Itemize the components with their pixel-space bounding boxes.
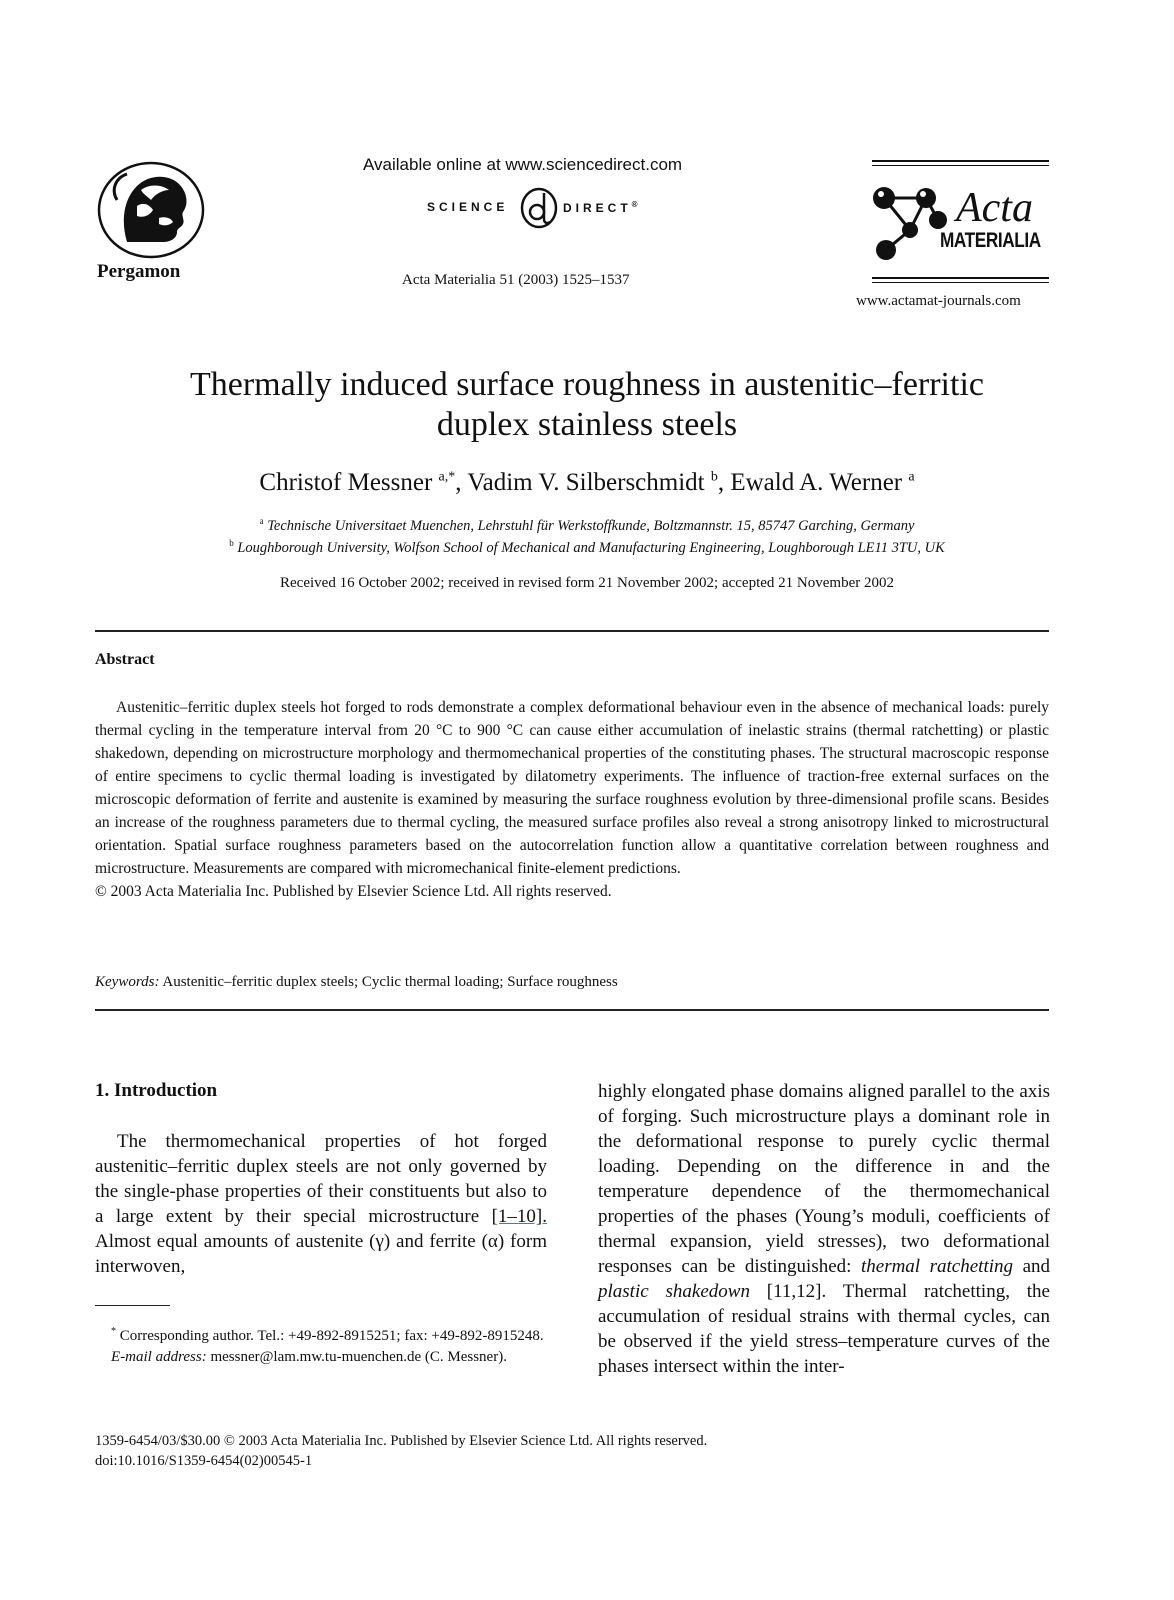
author-name[interactable]: Ewald A. Werner bbox=[730, 469, 903, 496]
footnote-contact bbox=[95, 1321, 547, 1347]
body-right-column bbox=[598, 1079, 1050, 1379]
sciencedirect-right-word: DIRECT® bbox=[563, 200, 638, 215]
email-label: E-mail address: bbox=[111, 1349, 207, 1365]
intro-paragraph-continued bbox=[598, 1079, 1050, 1379]
corresponding-author-footnote bbox=[95, 1321, 547, 1368]
sciencedirect-left-word: SCIENCE bbox=[427, 200, 509, 214]
footnote-email bbox=[95, 1347, 547, 1368]
issn-copyright-line: 1359-6454/03/$30.00 © 2003 Acta Materialia Inc. Published by Elsevier Science Ltd. All rights reserved. bbox=[95, 1433, 708, 1449]
affiliation-a bbox=[60, 516, 1114, 535]
publisher-logo bbox=[97, 160, 205, 265]
author-affiliation-mark[interactable]: b bbox=[710, 469, 718, 485]
affiliation-b bbox=[60, 538, 1114, 557]
doi-line[interactable]: doi:10.1016/S1359-6454(02)00545-1 bbox=[95, 1453, 313, 1469]
sciencedirect-logo[interactable] bbox=[427, 185, 727, 231]
author-name[interactable]: Vadim V. Silberschmidt bbox=[467, 469, 705, 496]
reference-link[interactable]: [1–10]. bbox=[491, 1206, 547, 1227]
keywords-line bbox=[95, 974, 618, 991]
abstract-bottom-rule bbox=[95, 1009, 1049, 1011]
keywords-list: Austenitic–ferritic duplex steels; Cyclic thermal loading; Surface roughness bbox=[162, 974, 618, 990]
right-text-continued: [11,12]. Thermal ratchetting, the accumulation of residual strains with thermal cycles, can be observed if the yield stress–temperature curves of the phases intersect within the inter- bbox=[598, 1281, 1050, 1377]
term-plastic-shakedown: plastic shakedown bbox=[598, 1281, 750, 1302]
journal-logo-bottom-rule bbox=[872, 277, 1049, 279]
affiliation-mark: b bbox=[229, 538, 234, 548]
author-affiliation-mark: a bbox=[908, 469, 915, 485]
abstract-body bbox=[95, 696, 1049, 903]
abstract-copyright: © 2003 Acta Materialia Inc. Published by Elsevier Science Ltd. All rights reserved. bbox=[95, 883, 612, 900]
page-footer bbox=[95, 1431, 707, 1471]
author-separator: , bbox=[455, 469, 468, 496]
footnote-contact-text: Corresponding author. Tel.: +49-892-8915251; fax: +49-892-8915248. bbox=[119, 1328, 544, 1344]
right-text: highly elongated phase domains aligned parallel to the axis of forging. Such microstructure plays a dominant role in the deformational response to purely cyclic thermal loading. Depending on the difference in and the temperature dependence of the thermomechanical properties of the phases (Young’s moduli, coefficients of thermal expansion, yield stresses), two deformational responses can be distinguished: bbox=[598, 1081, 1050, 1277]
journal-url-link[interactable]: www.actamat-journals.com bbox=[856, 293, 1021, 309]
available-online-banner[interactable]: Available online at www.sciencedirect.com bbox=[363, 155, 683, 174]
abstract-heading: Abstract bbox=[95, 651, 155, 668]
title-line-1: Thermally induced surface roughness in austenitic–ferritic bbox=[190, 366, 984, 403]
author-name[interactable]: Christof Messner bbox=[259, 469, 433, 496]
abstract-top-rule bbox=[95, 630, 1049, 632]
intro-text-continued: Almost equal amounts of austenite (γ) and ferrite (α) form interwoven, bbox=[95, 1231, 547, 1277]
author-separator: , bbox=[717, 469, 731, 496]
journal-logo-acta: Acta bbox=[956, 185, 1033, 231]
footnote-mark: * bbox=[111, 1326, 116, 1337]
abstract-paragraph: Austenitic–ferritic duplex steels hot forged to rods demonstrate a complex deformational behaviour even in the absence of mechanical loads: purely thermal cycling in the temperature interval from 20 °C to 900 °C can cause either accumulation of inelastic strains (thermal ratchetting) or plastic shakedown, depending on microstructure morphology and thermomechanical properties of the constituting phases. The structural macroscopic response of entire specimens to cyclic thermal loading is investigated by dilatometry experiments. The influence of traction-free external surfaces on the microscopic deformation of ferrite and austenite is examined by measuring the surface roughness evolution by three-dimensional profile scans. Besides an increase of the roughness parameters due to thermal cycling, the measured surface profiles also reveal a strong anisotropy linked to microstructural orientation. Spatial surface roughness parameters based on the autocorrelation function allow a quantitative correlation between roughness and microstructure. Measurements are compared with micromechanical finite-element predictions. bbox=[95, 699, 1049, 877]
publisher-name: Pergamon bbox=[97, 261, 181, 282]
affiliation-text: Loughborough University, Wolfson School of Mechanical and Manufacturing Engineering, Loughborough LE11 3TU, UK bbox=[237, 539, 945, 556]
intro-text: The thermomechanical properties of hot forged austenitic–ferritic duplex steels are not only governed by the single-phase properties of their constituents but also to a large extent by their special microstructure bbox=[95, 1131, 547, 1227]
article-title bbox=[60, 365, 1114, 445]
title-line-2: duplex stainless steels bbox=[436, 406, 738, 443]
journal-logo-materialia: MATERIALIA bbox=[940, 229, 1041, 252]
author-list bbox=[60, 469, 1114, 497]
intro-paragraph bbox=[95, 1129, 547, 1279]
term-thermal-ratchetting: thermal ratchetting bbox=[860, 1256, 1014, 1277]
journal-logo-top-rule-thin bbox=[872, 165, 1049, 166]
affiliation-text: Technische Universitaet Muenchen, Lehrstuhl für Werkstoffkunde, Boltzmannstr. 15, 85747 Garching, Germany bbox=[267, 517, 915, 534]
keywords-label: Keywords: bbox=[95, 974, 160, 990]
email-address[interactable]: messner@lam.mw.tu-muenchen.de (C. Messner). bbox=[210, 1349, 507, 1365]
received-dates: Received 16 October 2002; received in revised form 21 November 2002; accepted 21 November 2002 bbox=[280, 575, 894, 591]
section-heading-introduction: 1. Introduction bbox=[95, 1080, 218, 1101]
footnote-rule bbox=[95, 1305, 170, 1306]
journal-citation: Acta Materialia 51 (2003) 1525–1537 bbox=[402, 272, 630, 288]
helmeted-head-emblem-icon bbox=[97, 160, 205, 260]
right-text-and: and bbox=[1013, 1256, 1050, 1277]
sciencedirect-at-d-icon bbox=[519, 185, 559, 231]
body-left-column bbox=[95, 1129, 547, 1279]
affiliation-mark: a bbox=[259, 516, 264, 526]
journal-logo-bottom-rule-thin bbox=[872, 282, 1049, 283]
journal-logo-top-rule bbox=[872, 160, 1049, 162]
author-affiliation-mark[interactable]: a,* bbox=[438, 469, 456, 485]
